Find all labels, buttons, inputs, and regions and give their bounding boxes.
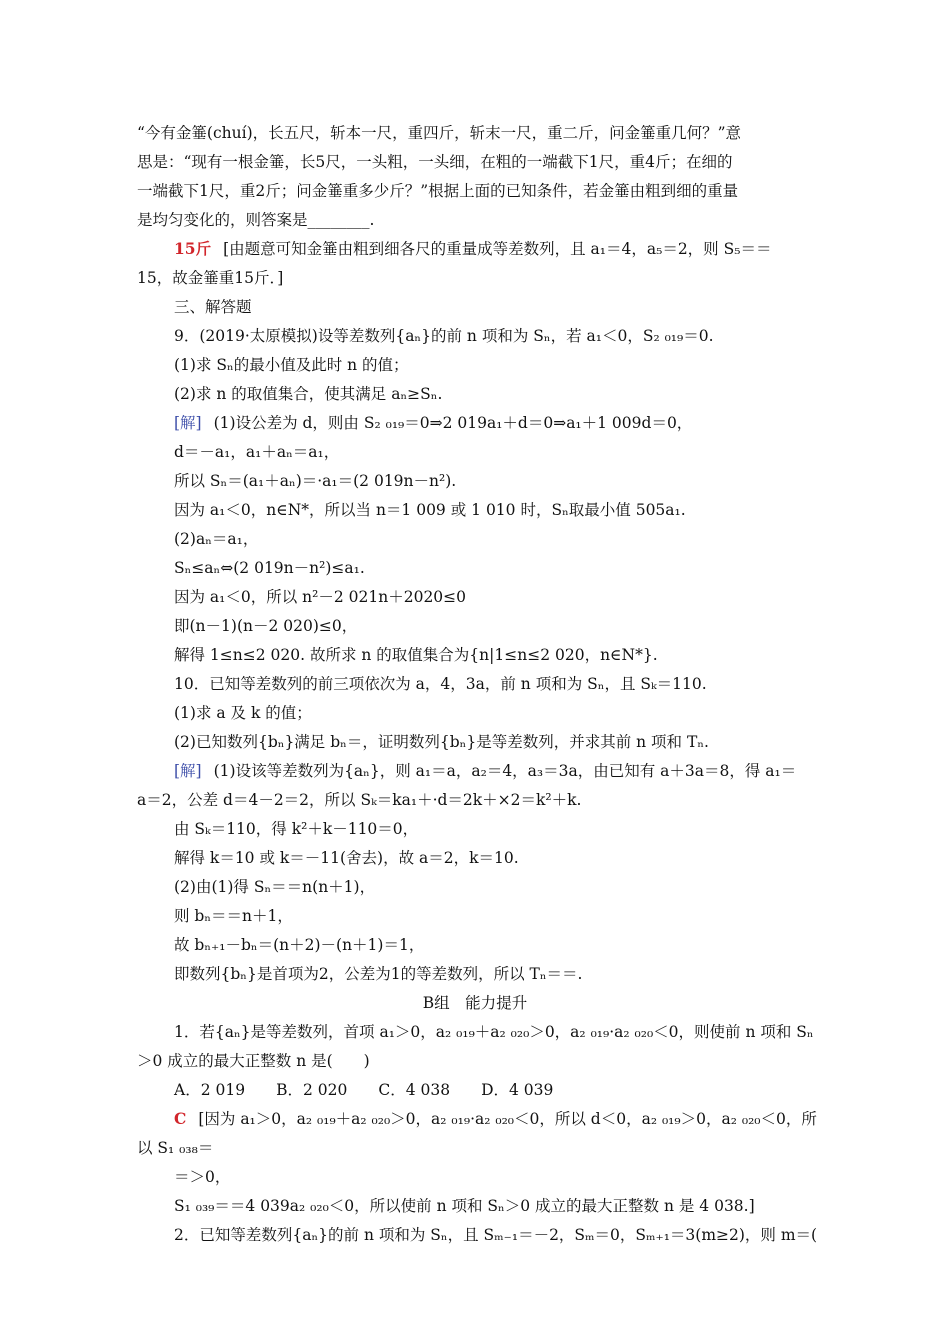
- solution-mark: [解]: [174, 762, 202, 780]
- text-line: 则 bₙ＝＝n＋1，: [174, 907, 293, 925]
- answer-text: [由题意可知金箠由粗到细各尺的重量成等差数列，且 a₁＝4，a₅＝2，则 S₅＝＝: [223, 240, 772, 258]
- question-b1: 1．若{aₙ}是等差数列，首项 a₁＞0，a₂ ₀₁₉＋a₂ ₀₂₀＞0，a₂ ₀₁₉·a₂ ₀₂₀＜0，则使前 n 项和 Sₙ: [174, 1023, 814, 1041]
- text-line: 故 bₙ₊₁－bₙ＝(n＋2)－(n＋1)＝1，: [174, 936, 425, 954]
- solution-line: [174, 413, 692, 435]
- text-line: (2)aₙ＝a₁，: [174, 530, 259, 548]
- text-line: S₁ ₀₃₉＝＝4 039a₂ ₀₂₀＜0，所以使前 n 项和 Sₙ＞0 成立的最大正整数 n 是 4 038.]: [174, 1197, 755, 1215]
- text-line: a＝2，公差 d＝4－2＝2，所以 Sₖ＝ka₁＋·d＝2k＋×2＝k²＋k.: [137, 791, 582, 809]
- text-line: “今有金箠(chuí)，长五尺，斩本一尺，重四斤，斩末一尺，重二斤，问金箠重几何？”意: [137, 124, 742, 142]
- text-line: d＝－a₁，a₁＋aₙ＝a₁，: [174, 443, 340, 461]
- solution-mark: [解]: [174, 414, 202, 432]
- text-line: 思是：“现有一根金箠，长5尺，一头粗，一头细，在粗的一端截下1尺，重4斤；在细的: [137, 153, 733, 171]
- answer-line: [174, 1109, 817, 1131]
- text-line: 因为 a₁＜0，n∈N*，所以当 n＝1 009 或 1 010 时，Sₙ取最小值 505a₁.: [174, 501, 686, 519]
- question-9: 9．(2019·太原模拟)设等差数列{aₙ}的前 n 项和为 Sₙ，若 a₁＜0，S₂ ₀₁₉＝0.: [174, 327, 714, 345]
- text-line: (1)求 a 及 k 的值；: [174, 704, 312, 722]
- text-line: 解得 k＝10 或 k＝－11(舍去)，故 a＝2，k＝10.: [174, 849, 519, 867]
- text-line: ＝＞0，: [174, 1168, 231, 1186]
- text-line: (2)求 n 的取值集合，使其满足 aₙ≥Sₙ.: [174, 385, 443, 403]
- answer-line: [174, 239, 771, 261]
- text-line: 即(n－1)(n－2 020)≤0，: [174, 617, 358, 635]
- text-line: Sₙ≤aₙ⇔(2 019n－n²)≤a₁.: [174, 559, 365, 577]
- answer-mark: 15斤: [174, 239, 212, 258]
- section-title-b: B组 能力提升: [422, 994, 528, 1012]
- text-line: (1)求 Sₙ的最小值及此时 n 的值；: [174, 356, 409, 374]
- answer-options: A．2 019 B．2 020 C．4 038 D．4 039: [174, 1081, 554, 1099]
- text-line: 所以 Sₙ＝(a₁＋aₙ)＝·a₁＝(2 019n－n²).: [174, 472, 457, 490]
- text-line: 以 S₁ ₀₃₈＝: [137, 1139, 214, 1157]
- answer-mark: C: [174, 1109, 187, 1128]
- solution-text: (1)设公差为 d，则由 S₂ ₀₁₉＝0⇒2 019a₁＋d＝0⇒a₁＋1 009d＝0，: [213, 414, 693, 432]
- section-heading: 三、解答题: [174, 298, 252, 316]
- text-line: 15，故金箠重15斤．]: [137, 269, 284, 287]
- answer-text: [因为 a₁＞0，a₂ ₀₁₉＋a₂ ₀₂₀＞0，a₂ ₀₁₉·a₂ ₀₂₀＜0，所以 d＜0，a₂ ₀₁₉＞0，a₂ ₀₂₀＜0，所: [198, 1110, 817, 1128]
- question-b2: 2．已知等差数列{aₙ}的前 n 项和为 Sₙ，且 Sₘ₋₁＝－2，Sₘ＝0，Sₘ₊₁＝3(m≥2)，则 m＝(: [174, 1226, 818, 1244]
- text-line: (2)由(1)得 Sₙ＝＝n(n＋1)，: [174, 878, 376, 896]
- solution-line: [174, 761, 796, 783]
- text-line: 是均匀变化的，则答案是________.: [137, 211, 375, 229]
- text-line: 因为 a₁＜0，所以 n²－2 021n＋2020≤0: [174, 588, 467, 606]
- text-line: ＞0 成立的最大正整数 n 是( ): [137, 1052, 370, 1070]
- text-line: 解得 1≤n≤2 020. 故所求 n 的取值集合为{n|1≤n≤2 020，n∈N*}.: [174, 646, 658, 664]
- text-line: 即数列{bₙ}是首项为2，公差为1的等差数列，所以 Tₙ＝＝.: [174, 965, 583, 983]
- solution-text: (1)设该等差数列为{aₙ}，则 a₁＝a，a₂＝4，a₃＝3a，由已知有 a＋3a＝8，得 a₁＝: [213, 762, 797, 780]
- question-10: 10．已知等差数列的前三项依次为 a，4，3a，前 n 项和为 Sₙ，且 Sₖ＝110.: [174, 675, 707, 693]
- text-line: 由 Sₖ＝110，得 k²＋k－110＝0，: [174, 820, 419, 838]
- text-line: 一端截下1尺，重2斤；问金箠重多少斤？”根据上面的已知条件，若金箠由粗到细的重量: [137, 182, 739, 200]
- text-line: (2)已知数列{bₙ}满足 bₙ＝，证明数列{bₙ}是等差数列，并求其前 n 项和 Tₙ.: [174, 733, 709, 751]
